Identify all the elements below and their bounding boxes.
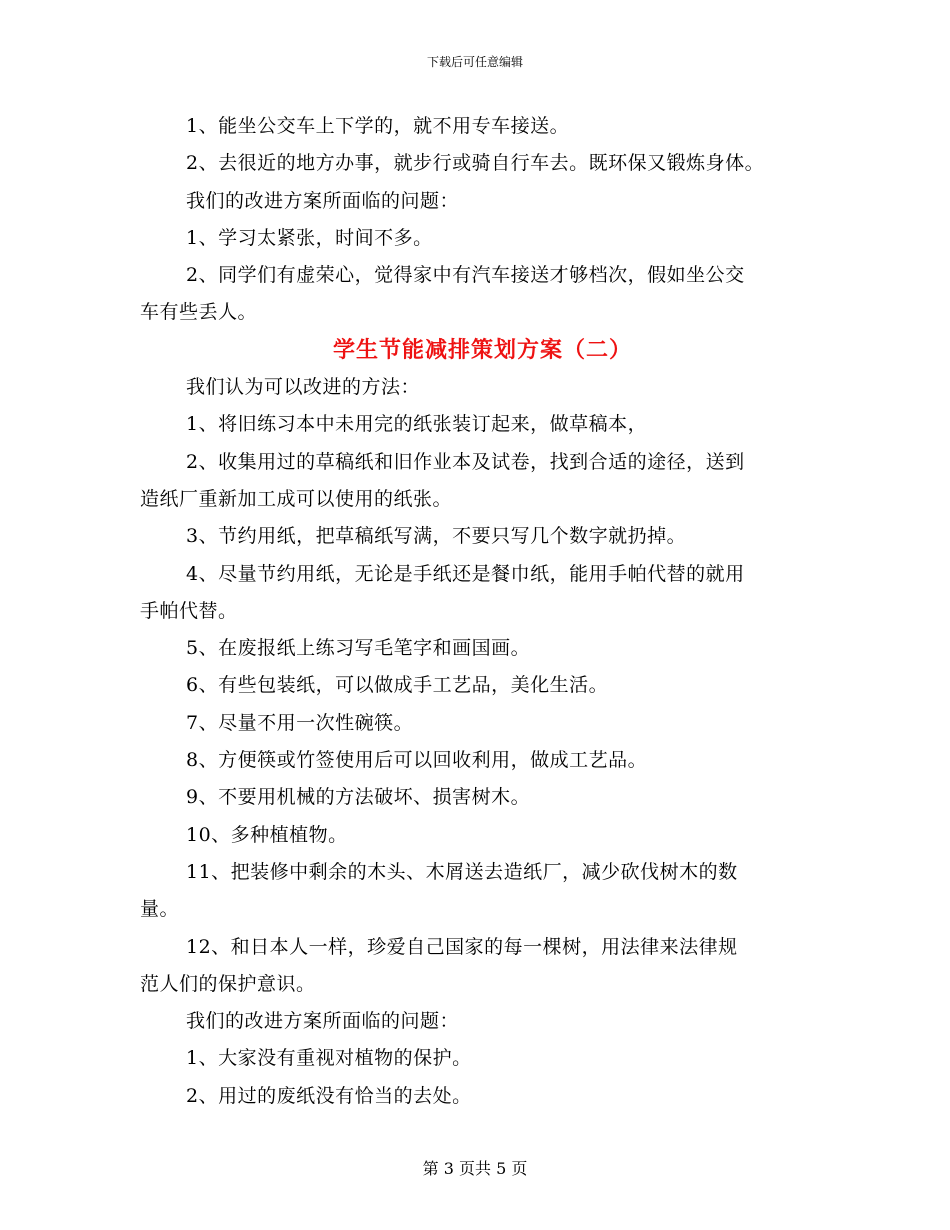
paragraph-line: 3、节约用纸，把草稿纸写满，不要只写几个数字就扔掉。 <box>186 525 687 548</box>
paragraph-line-continued: 量。 <box>140 898 180 921</box>
paragraph-line: 5、在废报纸上练习写毛笔字和画国画。 <box>186 637 531 660</box>
paragraph-line: 我们认为可以改进的方法： <box>186 376 421 399</box>
paragraph-line-continued: 手帕代替。 <box>140 599 238 622</box>
paragraph-line: 7、尽量不用一次性碗筷。 <box>186 711 414 734</box>
paragraph-line: 2、收集用过的草稿纸和旧作业本及试卷，找到合适的途径，送到 <box>186 450 745 473</box>
paragraph-line: 我们的改进方案所面临的问题： <box>186 189 460 212</box>
paragraph-line: 10、多种植植物。 <box>186 823 348 846</box>
paragraph-line-continued: 车有些丢人。 <box>140 301 258 324</box>
paragraph-line: 1、学习太紧张，时间不多。 <box>186 226 433 249</box>
paragraph-line: 2、用过的废纸没有恰当的去处。 <box>186 1084 472 1107</box>
section-title: 学生节能减排策划方案（二） <box>332 336 632 363</box>
paragraph-line: 1、将旧练习本中未用完的纸张装订起来，做草稿本， <box>186 413 648 436</box>
paragraph-line: 我们的改进方案所面临的问题： <box>186 1010 460 1033</box>
page-header: 下载后可任意编辑 <box>426 55 523 69</box>
paragraph-line: 8、方便筷或竹签使用后可以回收利用，做成工艺品。 <box>186 749 648 772</box>
paragraph-line: 2、去很近的地方办事，就步行或骑自行车去。既环保又锻炼身体。 <box>186 152 765 175</box>
paragraph-line: 4、尽量节约用纸，无论是手纸还是餐巾纸，能用手帕代替的就用 <box>186 562 745 585</box>
document-body <box>140 108 825 1115</box>
paragraph-line: 2、同学们有虚荣心，觉得家中有汽车接送才够档次，假如坐公交 <box>186 264 745 287</box>
paragraph-line: 9、不要用机械的方法破坏、损害树木。 <box>186 786 531 809</box>
paragraph-line: 1、能坐公交车上下学的，就不用专车接送。 <box>186 115 570 137</box>
paragraph-line: 11、把装修中剩余的木头、木屑送去造纸厂，减少砍伐树木的数 <box>186 860 738 883</box>
paragraph-line: 1、大家没有重视对植物的保护。 <box>186 1047 472 1070</box>
paragraph-line-continued: 造纸厂重新加工成可以使用的纸张。 <box>140 487 453 510</box>
page-footer: 第 3 页共 5 页 <box>422 1159 528 1178</box>
paragraph-line: 6、有些包装纸，可以做成手工艺品，美化生活。 <box>186 674 609 697</box>
paragraph-line-continued: 范人们的保护意识。 <box>140 972 316 995</box>
paragraph-line: 12、和日本人一样，珍爱自己国家的每一棵树，用法律来法律规 <box>186 935 738 958</box>
